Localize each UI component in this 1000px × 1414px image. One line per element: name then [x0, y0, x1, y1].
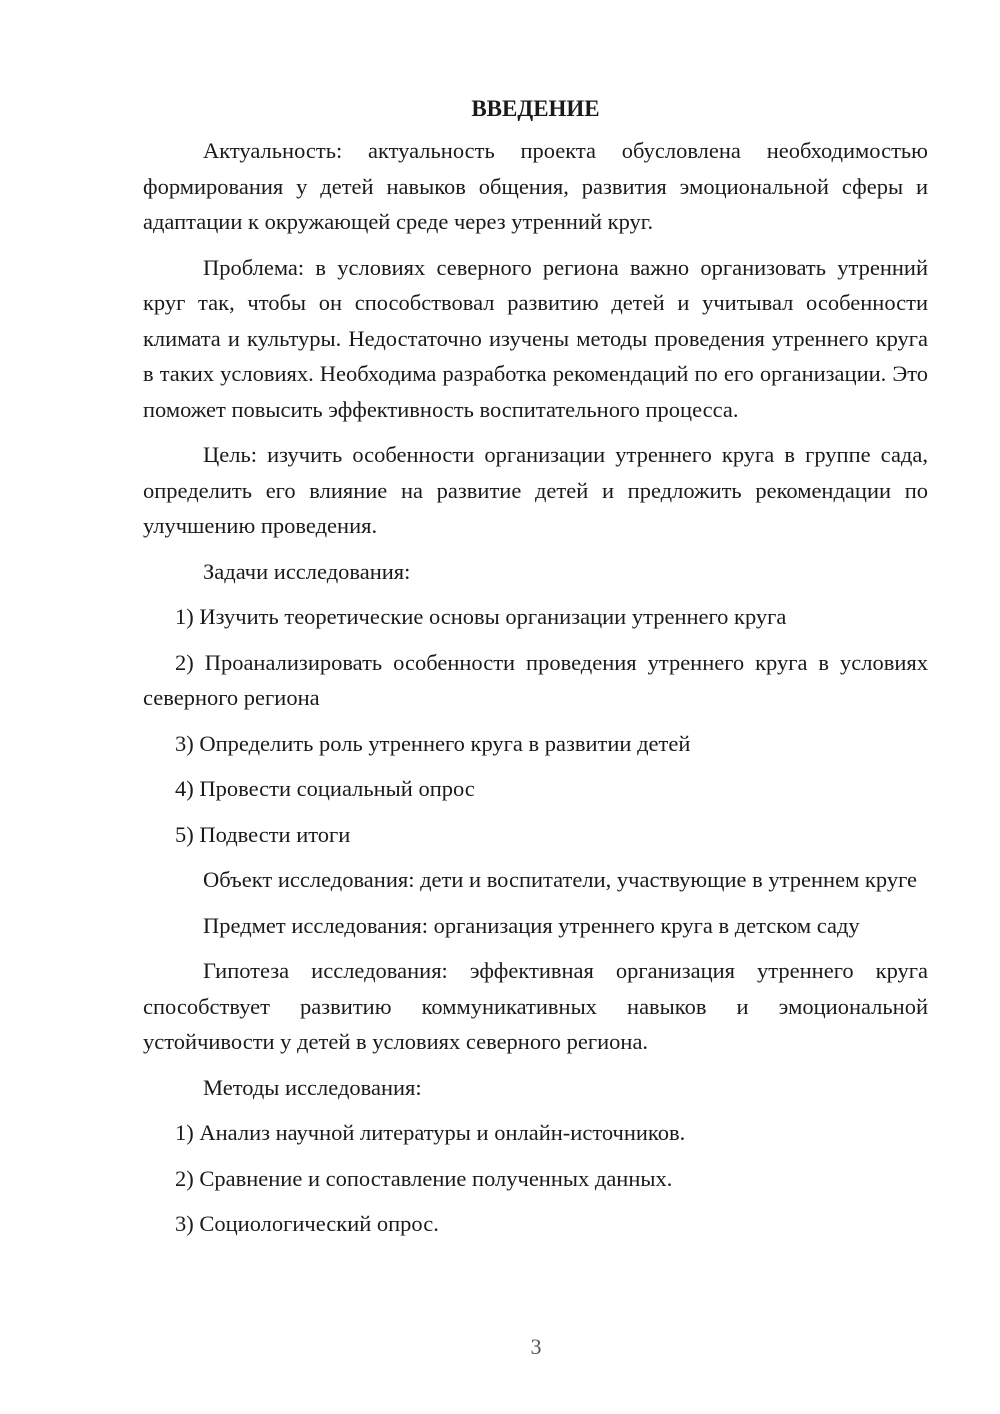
relevance-paragraph: Актуальность: актуальность проекта обусловлена необходимостью формирования у детей навыков общения, развития эмоциональной сферы и адаптации к окружающей среде через утренний круг. — [143, 138, 928, 234]
method-item-1: 1) Анализ научной литературы и онлайн-источников. — [175, 1120, 686, 1145]
subject-paragraph: Предмет исследования: организация утреннего круга в детском саду — [203, 912, 860, 938]
method-item-2: 2) Сравнение и сопоставление полученных данных. — [175, 1165, 673, 1191]
page-title: ВВЕДЕНИЕ — [471, 96, 600, 121]
document-page — [143, 93, 928, 1252]
task-item-5: 5) Подвести итоги — [175, 821, 351, 847]
method-item-3: 3) Социологический опрос. — [175, 1211, 439, 1236]
task-item-1: 1) Изучить теоретические основы организации утреннего круга — [175, 604, 787, 629]
task-item-3: 3) Определить роль утреннего круга в развитии детей — [175, 730, 691, 756]
tasks-label: Задачи исследования: — [203, 558, 411, 584]
problem-paragraph: Проблема: в условиях северного региона важно организовать утренний круг так, чтобы он способствовал развитию детей и учитывал особенности климата и культуры. Недостаточно изучены методы проведения утреннего круга в таких условиях. Необходима разработка рекомендаций по его организации. Это поможет повысить эффективность воспитательного процесса. — [143, 254, 928, 422]
task-item-2: 2) Проанализировать особенности проведения утреннего круга в условиях северного региона — [143, 649, 928, 710]
methods-label: Методы исследования: — [203, 1074, 422, 1100]
object-paragraph: Объект исследования: дети и воспитатели, участвующие в утреннем круге — [203, 867, 917, 892]
hypothesis-paragraph: Гипотеза исследования: эффективная организация утреннего круга способствует развитию коммуникативных навыков и эмоциональной устойчивости у детей в условиях северного региона. — [143, 958, 928, 1054]
page-number: 3 — [530, 1334, 542, 1359]
goal-paragraph: Цель: изучить особенности организации утреннего круга в группе сада, определить его влияние на развитие детей и предложить рекомендации по улучшению проведения. — [143, 442, 928, 538]
task-item-4: 4) Провести социальный опрос — [175, 776, 475, 801]
